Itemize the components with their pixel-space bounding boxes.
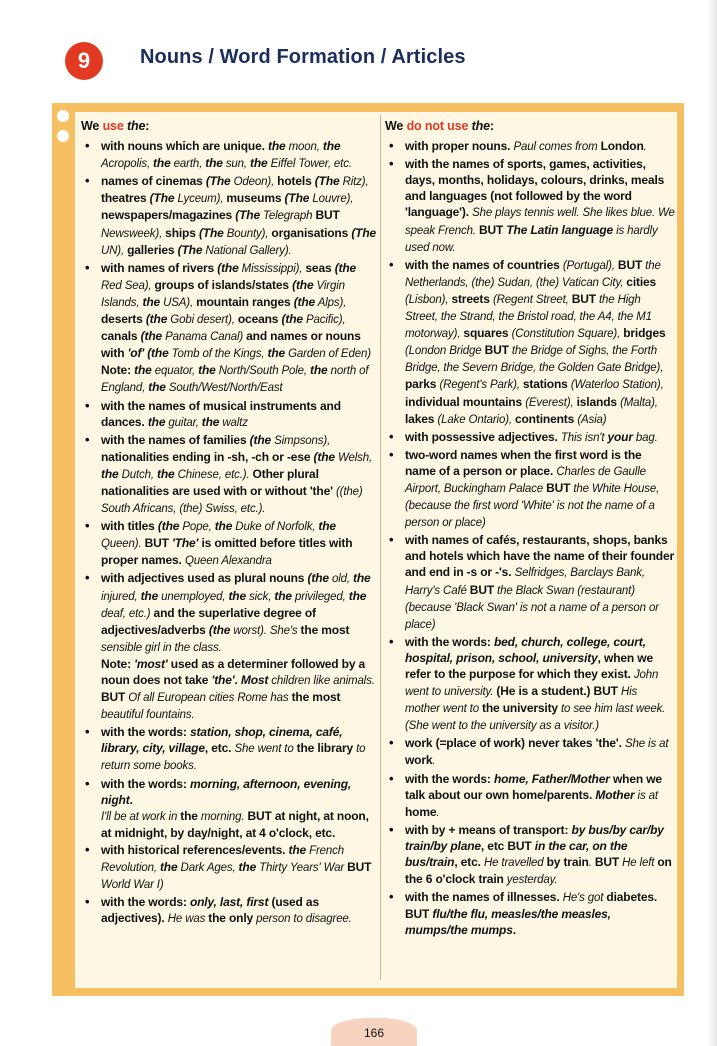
text-run: the xyxy=(267,346,286,361)
rule-item xyxy=(385,429,675,446)
chapter-badge: 9 xyxy=(65,42,103,80)
text-run: north of England, xyxy=(101,365,369,395)
text-run: is hardly used now. xyxy=(405,224,658,254)
text-run: Acropolis, xyxy=(101,158,154,171)
text-run: . xyxy=(432,755,436,768)
text-run: by bus/by car/by train/by plane xyxy=(405,822,664,853)
text-run: morning, afternoon, evening, night xyxy=(101,776,352,807)
text-run: the xyxy=(318,519,336,534)
text-run: London xyxy=(600,139,644,154)
text-run: (Lisbon), xyxy=(405,293,452,306)
text-run: individual mountains xyxy=(405,394,526,409)
text-run: the xyxy=(198,363,216,378)
text-run: with by + means of transport: xyxy=(405,822,572,837)
text-run: Mother xyxy=(595,787,635,802)
rule-item xyxy=(385,138,675,155)
text-run: with historical references/events. xyxy=(101,842,289,857)
text-run: Alps), xyxy=(315,296,347,309)
text-run: . xyxy=(234,673,241,687)
text-run: the university xyxy=(482,701,558,716)
text-run: with the words: xyxy=(101,776,190,791)
text-run: the xyxy=(250,156,268,171)
text-run: two-word names when the first word is the name of a person or place. xyxy=(405,447,642,478)
do-not-use-the-column xyxy=(385,118,675,940)
rule-item xyxy=(385,257,675,428)
text-run: 'the' xyxy=(211,673,235,687)
rule-item xyxy=(81,570,377,723)
text-run: the xyxy=(238,860,257,875)
text-run: . xyxy=(643,141,647,154)
text-run: injured, xyxy=(101,590,141,603)
text-run: only, last, first xyxy=(189,895,269,910)
page-number: 166 xyxy=(363,1026,385,1040)
text-run: ships xyxy=(165,225,199,240)
text-run: the xyxy=(153,156,171,171)
text-run: flu/the flu, measles/the measles, mumps/the mumps xyxy=(405,907,611,938)
text-run: guitar, xyxy=(165,416,202,429)
text-run: the Bridge of Sighs, the Forth Bridge, the Severn Bridge, the Golden Gate Bridge), xyxy=(405,345,664,375)
text-run: and names or nouns with xyxy=(101,329,361,361)
text-run: with names of cafés, restaurants, shops, banks and hotels which have the name of their founder and end in -s or -'s. xyxy=(405,533,674,580)
text-run: BUT xyxy=(315,208,340,223)
text-run: the Netherlands, (the) Sudan, (the) Vatican City, xyxy=(405,259,661,289)
text-run: the xyxy=(205,156,223,171)
text-run: . xyxy=(588,857,595,870)
text-run: . xyxy=(436,806,440,819)
rule-item xyxy=(385,822,675,888)
text-run: USA), xyxy=(160,296,197,309)
text-run: (Portugal), xyxy=(562,259,618,272)
text-run: with titles xyxy=(101,519,158,534)
text-run: 'most' xyxy=(134,656,168,671)
text-run: Louvre), xyxy=(309,193,354,206)
use-the-list xyxy=(81,138,377,927)
text-run: the xyxy=(288,842,307,857)
rule-item xyxy=(385,447,675,531)
text-run: Gobi desert), xyxy=(167,314,238,327)
text-run: sick, xyxy=(246,590,275,603)
text-run: the xyxy=(134,363,152,378)
text-run: His mother went to xyxy=(405,686,638,716)
text-run: continents xyxy=(514,411,578,426)
text-run: with the words: xyxy=(405,771,494,786)
text-run: (Regent's Park), xyxy=(439,379,523,392)
text-run: (Constitution Square), xyxy=(511,328,624,341)
text-run: BUT xyxy=(571,291,596,306)
text-run: the most xyxy=(291,690,341,705)
text-run: (the xyxy=(293,294,316,309)
text-run: the xyxy=(157,466,175,481)
text-run: organisations xyxy=(271,225,352,240)
text-run: BUT at night, at noon, at midnight, by day/night, at 4 o'clock, etc. xyxy=(101,808,369,840)
text-run: North/South Pole, xyxy=(215,365,311,378)
rule-item xyxy=(81,776,377,841)
text-run: Thirty Years' War xyxy=(256,862,348,875)
text-run: use xyxy=(102,119,124,133)
text-run: the only xyxy=(208,911,254,926)
text-run: (the xyxy=(281,312,303,327)
text-run: Paul comes from xyxy=(513,141,601,154)
text-run: He left xyxy=(619,857,658,870)
text-run: BUT xyxy=(546,480,571,495)
rule-item xyxy=(81,518,377,569)
text-run: He's got xyxy=(562,892,607,905)
text-run: (the xyxy=(249,432,272,447)
text-run: with the names of families xyxy=(101,432,250,447)
text-run: Selfridges, Barclays Bank, Harry's Café xyxy=(405,567,645,597)
text-run: Tomb of the Kings, xyxy=(168,348,268,361)
text-run: (Waterloo Station), xyxy=(570,379,664,392)
text-run: , etc. xyxy=(454,855,484,870)
text-run: with names of rivers xyxy=(101,260,218,275)
text-run: (the xyxy=(144,346,169,361)
text-run: : xyxy=(489,119,494,133)
text-run: with the names of musical instruments and dances. xyxy=(101,398,341,429)
text-run: beautiful fountains. xyxy=(101,709,195,722)
text-run: Panama Canal) xyxy=(162,331,247,344)
text-run: the xyxy=(101,466,119,481)
text-run: diabetes xyxy=(606,890,654,905)
text-run: BUT xyxy=(617,257,643,272)
text-run: Virgin Islands, xyxy=(101,279,345,309)
text-run: parks xyxy=(405,377,440,392)
text-run: station, shop, cinema, café, library, city, village xyxy=(101,725,343,756)
text-run: BUT xyxy=(144,536,172,551)
text-run: 'The' xyxy=(171,536,199,551)
text-run: BUT xyxy=(347,860,372,875)
text-run: on the 6 o'clock train xyxy=(405,855,672,887)
text-run: We xyxy=(81,119,103,133)
text-run: yesterday. xyxy=(503,874,558,887)
text-run: with the words: xyxy=(405,634,494,649)
text-run: He travelled xyxy=(483,857,547,870)
text-run: newspapers/magazines xyxy=(101,208,236,223)
text-run: Mississippi), xyxy=(238,262,306,275)
text-run: is omitted before titles with proper names. xyxy=(101,536,353,568)
rule-item xyxy=(385,771,675,821)
text-run: National Gallery). xyxy=(202,244,292,257)
text-run: (The xyxy=(235,208,260,223)
text-run: (Asia) xyxy=(577,413,607,426)
text-run: the xyxy=(201,414,220,429)
text-run: seas xyxy=(305,260,335,275)
text-run: UN), xyxy=(101,244,128,257)
text-run: French Revolution, xyxy=(101,844,344,875)
text-run: (Malta), xyxy=(620,396,658,409)
rule-item xyxy=(385,889,675,938)
text-run: the White House, (because the first word 'White' is not the name of a person or place) xyxy=(405,482,660,530)
text-run: moon, xyxy=(285,141,323,154)
text-run: worst). She's xyxy=(230,624,301,637)
text-run: the xyxy=(310,363,328,378)
text-run: (the xyxy=(292,277,314,292)
text-run: canals xyxy=(101,329,141,344)
text-run: John went to university. xyxy=(405,669,659,699)
text-run: work (=place of work) never takes 'the'. xyxy=(405,736,625,751)
text-run: your xyxy=(607,429,633,444)
use-the-column xyxy=(81,118,377,928)
text-run: the xyxy=(348,588,367,603)
text-run: with possessive adjectives. xyxy=(405,429,561,444)
text-run: Garden of Eden) xyxy=(285,348,371,361)
text-run: cities xyxy=(626,274,657,289)
text-run: the xyxy=(148,380,166,395)
text-run: : xyxy=(145,119,150,133)
text-run: ((the) South Africans, (the) Swiss, etc.). xyxy=(101,485,363,516)
text-run: BUT xyxy=(484,343,509,358)
text-run: (the xyxy=(334,260,357,275)
text-run: with the words: xyxy=(101,895,190,910)
text-run: the xyxy=(142,294,161,309)
text-run: Newsweek), xyxy=(101,227,166,240)
text-run: with nouns which are unique. xyxy=(101,139,268,154)
text-run: waltz xyxy=(219,416,248,429)
text-run: deaf, etc.) xyxy=(101,607,154,620)
text-run: deserts xyxy=(101,312,146,327)
text-run: Lyceum), xyxy=(174,193,227,206)
text-run: Eiffel Tower, etc. xyxy=(267,158,352,171)
rule-item xyxy=(81,173,377,258)
text-run: (the xyxy=(145,312,168,327)
text-run: This isn't xyxy=(560,431,608,444)
text-run: the xyxy=(468,119,490,133)
text-run: bag. xyxy=(632,431,658,444)
binder-hole-icon xyxy=(57,130,69,142)
rule-item xyxy=(81,260,377,397)
text-run: . xyxy=(512,923,516,938)
text-run: earth, xyxy=(170,158,206,171)
text-run: (Everest), xyxy=(525,396,577,409)
text-run: in the car, on the bus/train xyxy=(405,838,628,870)
text-run: She went to xyxy=(234,743,297,756)
text-run: Most xyxy=(240,673,269,687)
text-run: World War I) xyxy=(101,879,164,892)
text-run: Note: xyxy=(101,656,135,671)
text-run: Telegraph xyxy=(259,210,316,223)
text-run: Dutch, xyxy=(118,468,157,481)
text-run: with proper nouns. xyxy=(405,139,514,154)
text-run: She plays tennis well. She likes blue. We speak French. xyxy=(405,207,675,237)
rule-item xyxy=(81,724,377,774)
text-run: (The xyxy=(351,225,377,240)
rule-item xyxy=(81,138,377,172)
text-run: the most xyxy=(300,622,350,637)
text-run: bed, church, college, court, hospital, prison, school, university xyxy=(405,634,646,665)
text-run: Duke of Norfolk, xyxy=(232,521,319,534)
text-run: (the xyxy=(157,519,180,534)
text-run: galleries xyxy=(127,242,178,257)
text-run: with the names of countries xyxy=(405,257,563,272)
text-run: the xyxy=(180,808,198,823)
text-run: the Black Swan (restaurant) (because 'Black Swan' is not a name of a person or place) xyxy=(405,584,659,631)
rule-item xyxy=(385,532,675,633)
text-run: with the names of sports, games, activities, days, months, holidays, colours, drinks, meals and languages (not followed by the word 'language'). xyxy=(405,157,665,220)
text-run: Other plural nationalities are used with or without 'the' xyxy=(101,466,336,498)
text-run: do not use xyxy=(406,119,469,133)
text-run: squares xyxy=(463,326,512,341)
text-run: . xyxy=(129,792,133,807)
text-run: the xyxy=(147,414,166,429)
text-run: South/West/North/East xyxy=(165,382,283,395)
text-run: 'of' xyxy=(127,346,145,361)
text-run: theatres xyxy=(101,191,150,206)
text-run: and the superlative degree of adjectives/adverbs xyxy=(101,605,316,637)
text-run: (The xyxy=(284,191,310,206)
text-run: Of all European cities Rome has xyxy=(125,692,292,705)
text-run: Queen). xyxy=(101,538,145,551)
text-run: oceans xyxy=(237,312,282,327)
rule-item xyxy=(81,432,377,517)
text-run: Ritz), xyxy=(339,176,369,189)
text-run: to return some books. xyxy=(101,743,366,773)
text-run: the High Street, the Strand, the Bristol road, the A4, the M1 motorway), xyxy=(405,293,652,341)
text-run: Charles de Gaulle Airport, Buckingham Palace xyxy=(405,465,646,495)
text-run: (He is a student.) BUT xyxy=(496,684,621,699)
text-run: Dark Ages, xyxy=(177,862,239,875)
page-title: Nouns / Word Formation / Articles xyxy=(140,46,466,68)
text-run: streets xyxy=(451,291,493,306)
text-run: The Latin language xyxy=(506,222,614,237)
text-run: islands xyxy=(576,394,621,409)
text-run: home, Father/Mother xyxy=(493,771,610,786)
text-run: Odeon), xyxy=(230,176,278,189)
text-run: sun, xyxy=(222,158,251,171)
text-run: (The xyxy=(149,191,175,206)
text-run: sensible girl in the class. xyxy=(101,641,222,654)
text-run: to see him last week. (She went to the university as a visitor.) xyxy=(405,703,666,733)
text-run: , etc. xyxy=(204,741,235,756)
text-run: BUT xyxy=(478,222,507,237)
rule-item xyxy=(81,894,377,927)
text-run: (Lake Ontario), xyxy=(437,413,515,426)
text-run: Red Sea), xyxy=(101,279,155,292)
text-run: BUT xyxy=(469,582,495,597)
text-run: the xyxy=(352,571,371,586)
text-run: (the xyxy=(313,449,335,464)
text-run: nationalities ending in -sh, -ch or -ese xyxy=(101,449,314,464)
text-run: the xyxy=(214,519,233,534)
text-run: (London Bridge xyxy=(405,345,485,358)
text-run: home xyxy=(405,804,437,819)
text-run: BUT xyxy=(101,690,126,705)
text-run: the library xyxy=(296,741,354,756)
text-run: She is at xyxy=(624,738,669,751)
text-run: used as a determiner followed by a noun does not take xyxy=(101,656,366,687)
rule-item xyxy=(385,156,675,256)
text-run: museums xyxy=(226,191,285,206)
text-run: equator, xyxy=(151,365,199,378)
text-run: children like animals. xyxy=(268,675,375,687)
text-run: I'll be at work in xyxy=(101,810,181,823)
text-run: (used as adjectives). xyxy=(101,895,319,926)
do-not-use-the-list xyxy=(385,138,675,938)
rule-item xyxy=(385,634,675,735)
text-run: the xyxy=(268,139,286,154)
text-run: with the names of illnesses. xyxy=(405,890,563,905)
text-run: is at xyxy=(634,789,658,802)
text-run: the xyxy=(159,860,178,875)
text-run: old, xyxy=(328,573,353,586)
text-run: He was xyxy=(167,913,209,926)
text-run: (The xyxy=(198,225,224,240)
text-run: names of cinemas xyxy=(101,174,206,189)
do-not-use-the-heading xyxy=(385,118,675,134)
text-run: the xyxy=(274,588,292,603)
text-run: Bounty), xyxy=(223,227,272,240)
text-run: stations xyxy=(522,377,571,392)
text-run: with adjectives used as plural nouns xyxy=(101,571,308,586)
text-run: (the xyxy=(307,571,329,586)
text-run: the xyxy=(123,119,146,133)
text-run: bridges xyxy=(623,326,666,341)
column-divider xyxy=(380,115,381,980)
rule-item xyxy=(385,735,675,769)
text-run: (the xyxy=(217,260,239,275)
binder-hole-icon xyxy=(57,110,69,122)
text-run: mountain ranges xyxy=(196,294,294,309)
text-run: Chinese, etc.). xyxy=(174,468,253,481)
text-run: privileged, xyxy=(291,590,349,603)
text-run: person to disagree. xyxy=(253,913,352,926)
text-run: groups of islands/states xyxy=(154,277,293,292)
page-edge-shadow xyxy=(707,0,717,1046)
text-run: (The xyxy=(205,174,231,189)
text-run: (the xyxy=(140,329,163,344)
text-run: work xyxy=(405,753,433,768)
text-run: Queen Alexandra xyxy=(184,555,272,568)
text-run: when we talk about our own home/parents. xyxy=(405,771,662,802)
text-run: (The xyxy=(177,242,203,257)
text-run: the xyxy=(228,588,246,603)
text-run: , etc BUT xyxy=(480,838,535,853)
text-run: We xyxy=(385,119,407,133)
text-run: , when we refer to the purpose for which they exist. xyxy=(405,650,653,681)
text-run: morning. xyxy=(197,810,248,823)
text-run: . BUT xyxy=(405,890,658,922)
text-run: hotels xyxy=(277,174,315,189)
text-run: the xyxy=(140,588,159,603)
text-run: (Regent Street, xyxy=(492,293,572,306)
text-run: the xyxy=(322,139,341,154)
text-run: with the words: xyxy=(101,725,190,740)
text-run: Note: xyxy=(101,363,135,378)
rule-item xyxy=(81,398,377,431)
text-run: Welsh, xyxy=(334,451,373,464)
text-run: lakes xyxy=(405,411,438,426)
text-run: (The xyxy=(314,174,340,189)
text-run: Pacific), xyxy=(302,314,346,327)
use-the-heading xyxy=(81,118,377,134)
text-run: unemployed, xyxy=(158,590,229,603)
text-run: Simpsons), xyxy=(271,434,331,447)
text-run: (the xyxy=(208,622,231,637)
rule-item xyxy=(81,842,377,893)
text-run: Pope, xyxy=(179,521,215,534)
text-run: BUT xyxy=(594,855,620,870)
text-run: by train xyxy=(546,855,589,870)
